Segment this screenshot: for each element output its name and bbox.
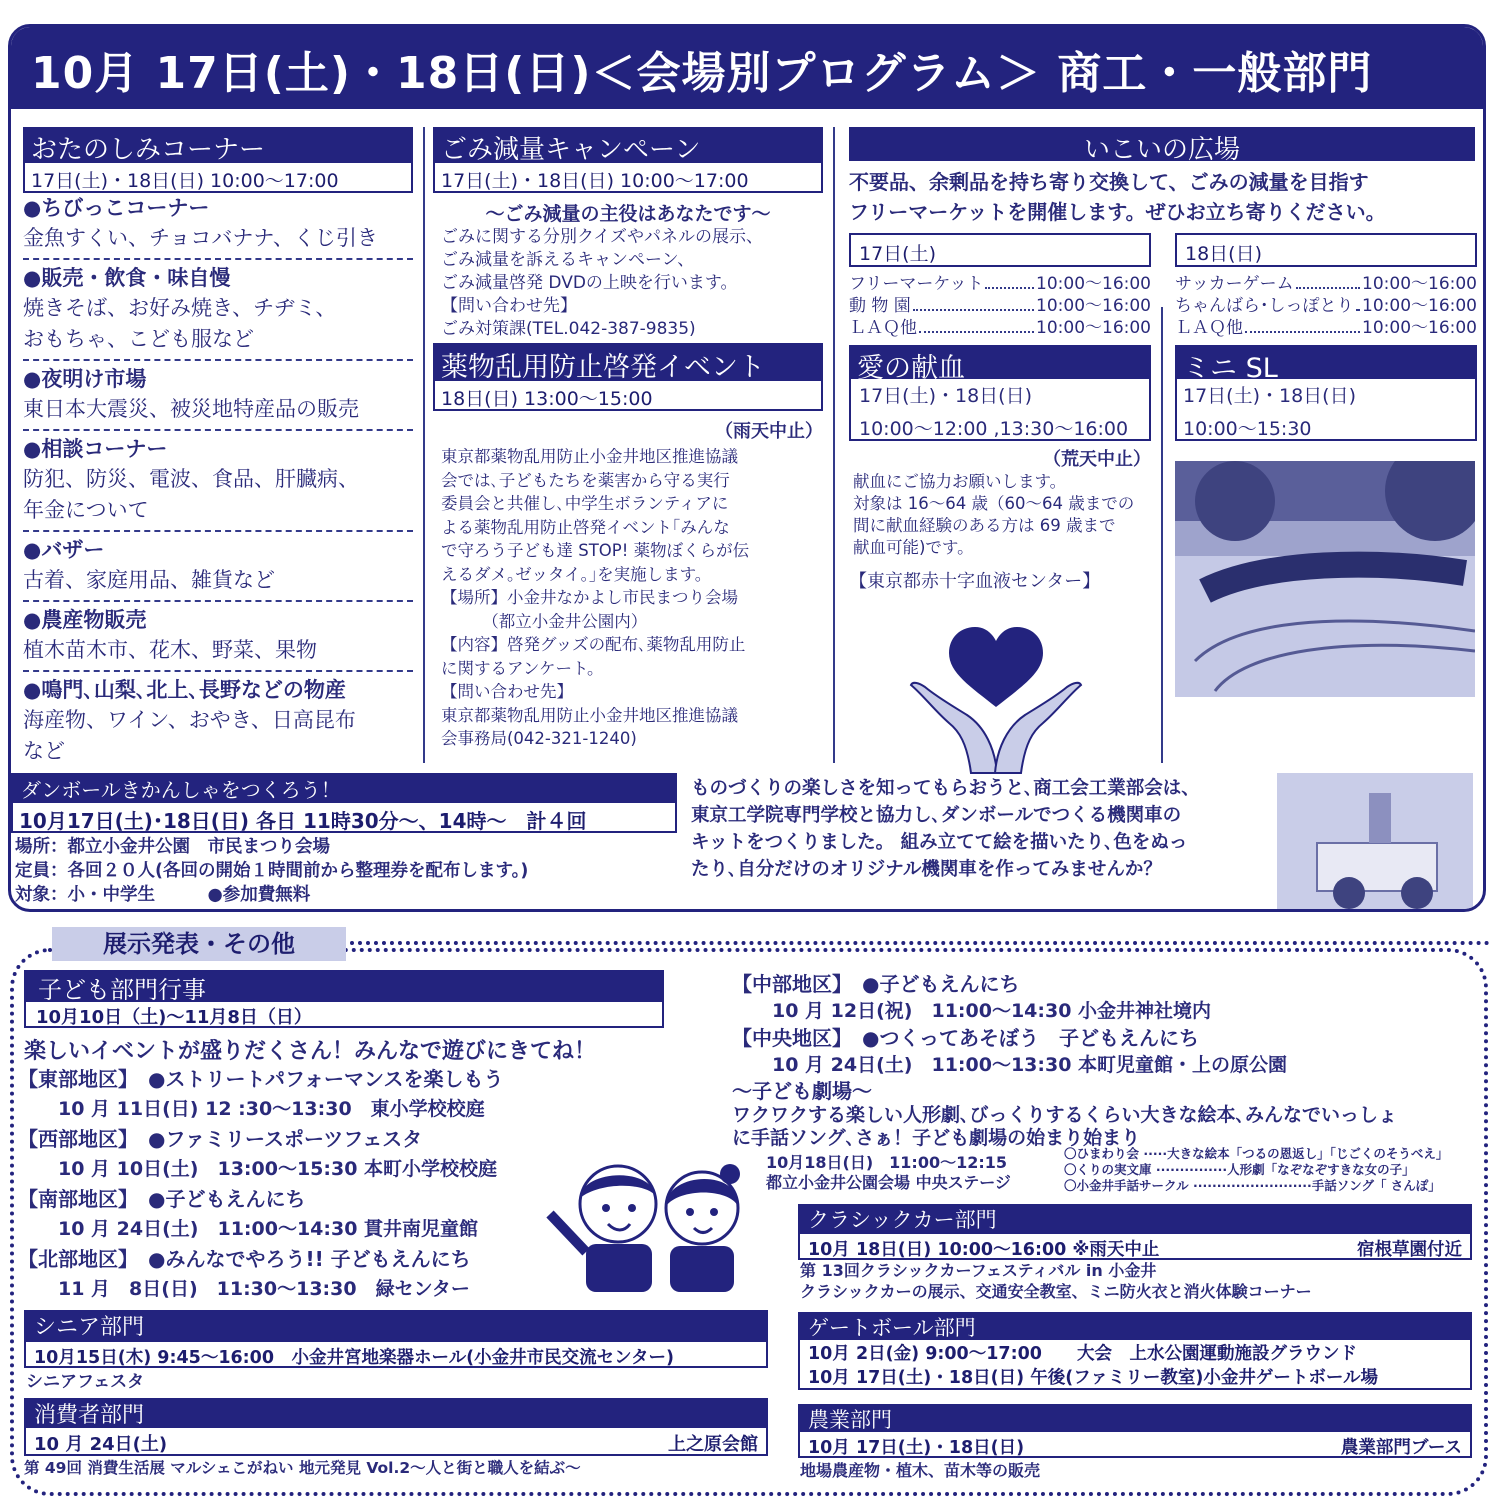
classic-place: 宿根草園付近 [1357,1240,1462,1260]
leader-dots [919,317,1034,333]
area-name: 【中央地区】 ●つくってあそぼう 子どもえんにち [732,1026,1200,1050]
body-line: ごみに関する分別クイズやパネルの展示、 [441,227,763,247]
senior-line: シニアフェスタ [26,1372,145,1392]
danball-desc [691,775,1281,883]
body-line: 会事務局(042-321-1240) [441,729,637,748]
senior-dates: 10月15日(木) 9:45～16:00 小金井宮地楽器ホール(小金井市民交流センター) [24,1340,768,1368]
theater-date: 10月18日(日) 11:00～12:15 [766,1153,1008,1172]
program-frame [8,24,1486,912]
section-header: ごみ減量キャンペーン [433,127,823,161]
shohisha-date: 10 月 24日(土) [34,1434,168,1455]
list-item-text: 防犯、防災、電波、食品、肝臓病、 [23,467,359,491]
separator [23,530,413,532]
nogyo-section [798,1404,1472,1484]
area-name: 【中部地区】 ●子どもえんにち [732,972,1020,996]
schedule-time: 10:00～16:00 [1362,274,1477,294]
shohisha-place: 上之原会館 [668,1434,758,1455]
theater-act: 〇くりの実文庫 ···············人形劇「なぞなぞすきな女の子」 [1064,1162,1415,1177]
schedule-name: ＬＡＱ他 [1175,318,1243,338]
divider [423,127,425,763]
classic-dates: 10月 18日(日) 10:00～16:00 ※雨天中止 [808,1240,1160,1260]
gomi-tagline: ～ごみ減量の主役はあなたです～ [485,203,771,225]
kodomo-right-areas [732,970,1472,1078]
list-item-text: など [23,739,65,763]
body-line: で守ろう子ども達 STOP! 薬物ぼくらが伝 [441,541,750,560]
day-label: 18日(日) [1175,233,1477,267]
kenketsu-org: 【東京都赤十字血液センター】 [849,571,1101,592]
schedule-name: フリーマーケット [849,274,984,294]
schedule-name: ＬＡＱ他 [849,318,917,338]
list-item-title: ●夜明け市場 [23,367,147,391]
body-line: えるダメ｡ゼッタイ｡｣を実施します。 [441,564,712,584]
section-header: 農業部門 [798,1404,1472,1430]
classic-line: 第 13回クラシックカーフェスティバル in 小金井 [800,1261,1157,1280]
schedule-time: 10:00～16:00 [1036,296,1151,316]
desc-line: ものづくりの楽しさを知ってもらおうと､商工会工業部会は、 [691,778,1200,799]
schedule-time: 10:00～16:00 [1362,318,1477,338]
list-item-text: おもちゃ、こども服など [23,327,254,351]
shohisha-line: 第 49回 消費生活展 マルシェこがねい 地元発見 Vol.2～人と街と職人を結ぶ～ [24,1459,581,1477]
section-header: おたのしみコーナー [23,127,413,161]
gateball-section [798,1312,1472,1390]
separator [23,429,413,431]
section-header: シニア部門 [24,1310,768,1340]
theater-act: 〇小金井手話サークル ·························手話ソング「 さんぽ」 [1064,1178,1441,1193]
nogyo-place: 農業部門ブース [1340,1438,1462,1458]
body-line: ごみ減量を訴えるキャンペーン、 [441,250,695,270]
desc-line: 東京工学院専門学校と協力し､ダンボールでつくる機関車の [691,805,1182,826]
area-detail: 10 月 10日(土) 13:00～15:30 本町小学校校庭 [58,1158,498,1180]
kodomo-section [24,970,664,1028]
list-item-title: ●バザー [23,538,105,562]
leader-dots [1296,273,1360,289]
area-name: 【西部地区】 ●ファミリースポーツフェスタ [18,1127,423,1151]
body-line: 東京都薬物乱用防止小金井地区推進協議 [441,705,738,725]
section-dates: 18日(日) 13:00～15:00 [433,379,823,411]
list-item-text: 東日本大震災、被災地特産品の販売 [23,397,359,421]
body-line: ごみ対策課(TEL.042-387-9835) [441,319,696,339]
body-line: 【場所】小金井なかよし市民まつり会場 [441,588,738,607]
schedule-time: 10:00～16:00 [1036,274,1151,294]
kenketsu-times: 10:00～12:00 ,13:30～16:00 [859,418,1129,440]
list-item-text: 年金について [23,498,149,522]
schedule-row [849,295,1151,317]
schedule-row [1175,295,1477,317]
list-item-title: ●販売・飲食・味自慢 [23,266,231,290]
ikoi-day18 [1175,233,1477,339]
separator [23,670,413,672]
section-dates: 17日(土)・18日(日) 10:00～17:00 [433,161,823,193]
classic-section [798,1204,1472,1302]
body-line: 東京都薬物乱用防止小金井地区推進協議 [441,447,738,466]
desc-line: たり､自分だけのオリジナル機関車を作ってみませんか？ [691,859,1162,880]
section-header: ダンボールきかんしゃをつくろう！ [11,773,677,801]
area-name: 【東部地区】 ●ストリートパフォーマンスを楽しもう [18,1067,504,1091]
separator [23,359,413,361]
schedule-row [1175,317,1477,339]
heart-hands-icon [901,615,1091,775]
theater-act: 〇ひまわり会 ·····大きな絵本「つるの恩返し」｢じごくのそうべえ｣ [1064,1146,1443,1161]
area-detail: 11 月 8日(日) 11:30～13:30 緑センター [58,1278,470,1300]
theater-place: 都立小金井公園会場 中央ステージ [766,1173,1011,1192]
area-detail: 10 月 24日(土) 11:00～14:30 貫井南児童館 [58,1218,479,1240]
mini-sl-photo [1175,461,1475,697]
divider [1161,307,1163,763]
body-line: 場所：都立小金井公園 市民まつり会場 [15,837,330,857]
senior-section [24,1310,768,1396]
section-header: 愛の献血 [849,345,1151,379]
ikoi-desc-1: 不要品、余剰品を持ち寄り交換して、ごみの減量を目指す [849,170,1369,194]
body-line: 対象は 16～64 歳（60～64 歳までの [853,494,1135,513]
otanoshimi-list [23,193,413,767]
area-detail: 10 月 12日(祝) 11:00～14:30 小金井神社境内 [772,1000,1212,1022]
minisl-section [1175,345,1477,701]
leader-dots [1356,295,1361,311]
body-line: 会では､子どもたちを薬害から守る実行 [441,470,730,490]
body-line: ごみ減量啓発 DVDの上映を行います。 [441,273,738,293]
gateball-line: 10月 17日(土)・18日(日) 午後(ファミリー教室)小金井ゲートボール場 [808,1368,1379,1388]
desc-line: キットをつくりました。 組み立てて絵を描いたり､色をぬっ [691,832,1188,853]
theater-title: ～子ども劇場～ [732,1079,872,1103]
area-name: 【北部地区】 ●みんなでやろう!! 子どもえんにち [18,1247,471,1271]
leader-dots [985,273,1034,289]
section-header: クラシックカー部門 [798,1204,1472,1232]
gomi-section [433,127,823,341]
section-header: ゲートボール部門 [798,1312,1472,1338]
body-line: よる薬物乱用防止啓発イベント｢みんな [441,517,730,537]
minisl-times: 10:00～15:30 [1183,418,1312,440]
shohisha-section [24,1398,768,1480]
ikoi-day17 [849,233,1151,339]
tenji-label: 展示発表・その他 [52,927,346,961]
theater-acts [1064,1146,1474,1194]
list-item-title: ●鳴門､山梨､北上､長野などの物産 [23,678,346,702]
ikoi-desc-2: フリーマーケットを開催します。ぜひお立ち寄りください。 [849,200,1386,224]
otanoshimi-section [23,127,413,767]
kenketsu-dates: 17日(土)・18日(日) [859,385,1033,407]
separator [23,600,413,602]
body-line: 定員：各回２０人(各回の開始１時間前から整理券を配布します。) [15,861,529,881]
kodomo-lead: 楽しいイベントが盛りだくさん！みんなで遊びにきてね！ [24,1039,597,1064]
area-name: 【南部地区】 ●子どもえんにち [18,1187,306,1211]
body-line: 献血可能)です。 [853,538,974,557]
section-dates: 10月17日(土)･18日(日) 各日 11時30分～、14時～ 計４回 [11,801,677,833]
area-detail: 10 月 11日(日) 12 :30～13:30 東小学校校庭 [58,1098,485,1120]
schedule-time: 10:00～16:00 [1362,296,1477,316]
list-item-text: 古着、家庭用品、雑貨など [23,568,275,592]
body-line: 献血にご協力お願いします。 [853,472,1067,491]
section-header: 子ども部門行事 [24,970,664,1000]
schedule-row [849,273,1151,295]
section-header: ミニ SL [1175,345,1477,379]
minisl-dates: 17日(土)・18日(日) [1183,385,1357,407]
day-label: 17日(土) [849,233,1151,267]
body-line: 【問い合わせ先】 [441,682,573,701]
list-item-title: ●相談コーナー [23,437,168,461]
kenketsu-note: （荒天中止） [1043,449,1151,470]
kodomo-areas [18,1064,578,1304]
theater-line: ワクワクする楽しい人形劇､びっくりするくらい大きな絵本､みんなでいっしょ [732,1104,1398,1126]
ikoi-section [849,127,1475,227]
list-item-text: 海産物、ワイン、おやき、日高昆布 [23,708,356,732]
children-illustration [540,1152,760,1292]
body-line: 【問い合わせ先】 [441,296,577,316]
list-item-text: 金魚すくい、チョコバナナ、くじ引き [23,226,378,250]
leader-dots [1245,317,1360,333]
leader-dots [913,295,1034,311]
separator [23,258,413,260]
section-header: いこいの広場 [849,127,1475,161]
area-detail: 10 月 24日(土) 11:00～13:30 本町児童館・上の原公園 [772,1054,1288,1076]
yakubutsu-note: （雨天中止） [715,421,823,442]
nogyo-line: 地場農産物・植木、苗木等の販売 [800,1461,1041,1480]
divider [833,127,835,763]
theater-section [732,1078,1472,1150]
body-line: 委員会と共催し､中学生ボランティアに [441,494,729,513]
schedule-row [849,317,1151,339]
page-title: 10月 17日(土)・18日(日)＜会場別プログラム＞ 商工・一般部門 [11,27,1483,109]
body-line: （都立小金井公園内） [441,611,648,631]
cardboard-train-photo [1277,773,1473,912]
schedule-row [1175,273,1477,295]
theater-line: に手話ソング､さぁ！子ども劇場の始まり始まり [732,1127,1141,1149]
yakubutsu-section [433,343,823,751]
kenketsu-section [849,345,1151,593]
danball-section [11,773,677,907]
nogyo-dates: 10月 17日(土)・18日(日) [808,1438,1025,1458]
gomi-body [433,226,823,341]
gateball-line: 10月 2日(金) 9:00～17:00 大会 上水公園運動施設グラウンド [808,1344,1357,1364]
schedule-name: サッカーゲーム [1175,274,1294,294]
section-dates: 17日(土)・18日(日) 10:00～17:00 [23,161,413,193]
section-header: 消費者部門 [24,1398,768,1426]
list-item-text: 植木苗木市、花木、野菜、果物 [23,638,317,662]
classic-line: クラシックカーの展示、交通安全教室、ミニ防火衣と消火体験コーナー [800,1282,1312,1301]
body-line: 【内容】啓発グッズの配布､薬物乱用防止 [441,635,746,654]
body-line: に関するアンケート。 [441,658,604,678]
section-dates: 10月10日（土)～11月8日（日） [24,1000,664,1028]
body-line: 対象：小・中学生 ●参加費無料 [15,885,311,905]
schedule-name: 動 物 園 [849,296,911,316]
list-item-title: ●農産物販売 [23,608,147,632]
body-line: 間に献血経験のある方は 69 歳まで [853,516,1116,535]
section-header: 薬物乱用防止啓発イベント [433,343,823,379]
list-item-text: 焼きそば、お好み焼き、チヂミ、 [23,296,337,320]
schedule-name: ちゃんばら･しっぽとり [1175,296,1354,316]
list-item-title: ●ちびっこコーナー [23,196,210,220]
yakubutsu-body [433,445,823,751]
divider [350,941,1490,945]
schedule-time: 10:00～16:00 [1036,318,1151,338]
